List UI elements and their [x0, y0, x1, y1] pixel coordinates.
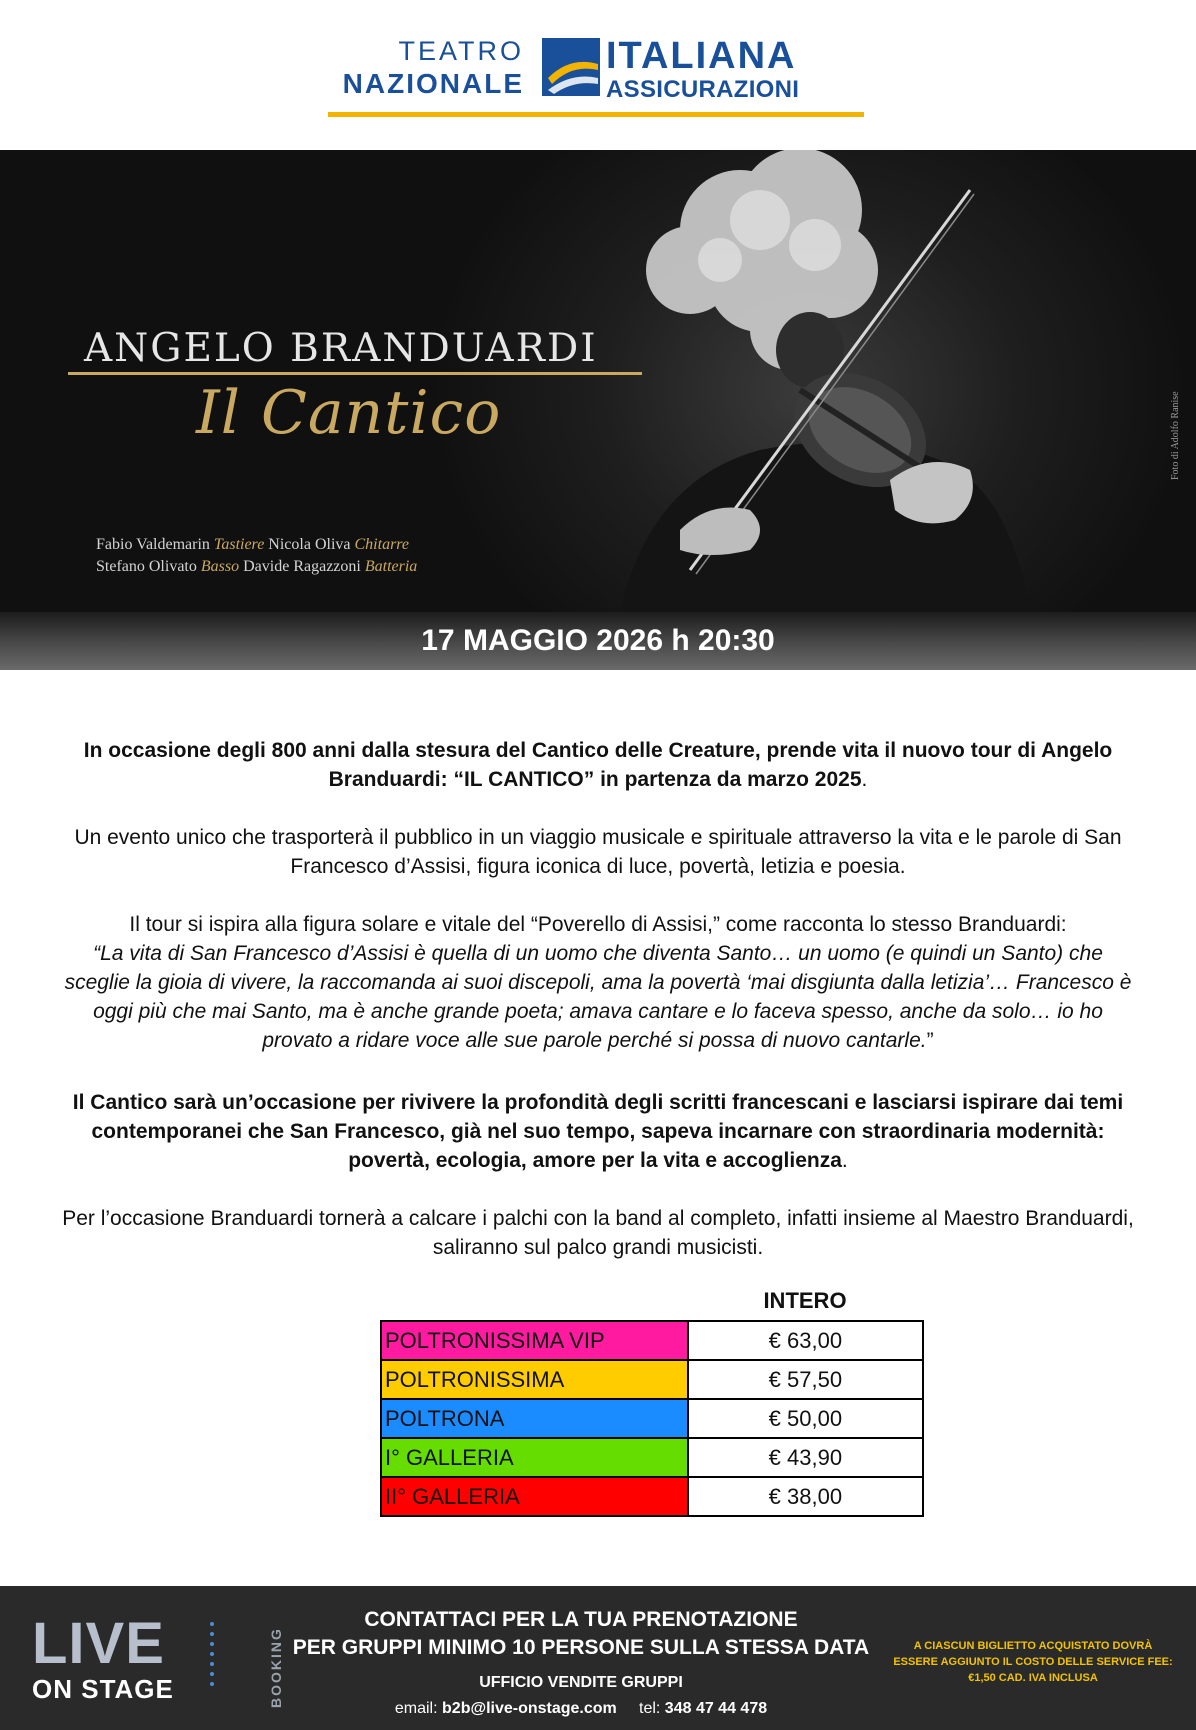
contact-heading: CONTATTACI PER LA TUA PRENOTAZIONE: [364, 1608, 798, 1631]
teatro-nazionale-logo: [328, 36, 864, 120]
seat-price: € 43,90: [688, 1438, 923, 1477]
tour-inspiration-paragraph: Il tour si ispira alla figura solare e vitale del “Poverello di Assisi,” come racconta lo stesso Branduardi: “La vita di San Francesco d’Assisi è quella di un uomo che diventa Santo… un uomo (e quindi un Santo) che sceglie la gioia di vivere, la raccomanda ai suoi discepoli, ama la povertà ‘mai disgiunta dalla letizia’… Francesco è oggi più che mai Santo, ma è anche grande poeta; amava cantare e lo faceva spesso, anche da solo… io ho provato a ridare voce alle sue parole perché si possa di nuovo cantarle.”: [64, 913, 1132, 1052]
logo-booking: BOOKING: [268, 1627, 284, 1708]
service-fee-note: A CIASCUN BIGLIETTO ACQUISTATO DOVRÀ ESSERE AGGIUNTO IL COSTO DELLE SERVICE FEE: €1,50 CAD. IVA INCLUSA: [893, 1640, 1173, 1684]
show-title: Il Cantico: [196, 378, 502, 448]
hero-banner: [0, 150, 1196, 612]
seat-price: € 63,00: [688, 1321, 923, 1360]
event-description: Un evento unico che trasporterà il pubblico in un viaggio musicale e spirituale attraverso la vita e le parole di San Francesco d’Assisi, figura iconica di luce, povertà, letizia e poesia.: [74, 826, 1122, 878]
cantico-paragraph: Il Cantico sarà un’occasione per rivivere la profondità degli scritti francescani e lasciarsi ispirare dai temi contemporanei che San Francesco, già nel suo tempo, sapeva incarnare con straordinaria modernità: povertà, ecologia, amore per la vita e accoglienza.: [72, 1091, 1124, 1172]
band-member-role: Basso: [200, 558, 240, 575]
contact-details: email: b2b@live-onstage.com tel: 348 47 44 478: [394, 1700, 768, 1717]
band-paragraph: Per l’occasione Branduardi tornerà a calcare i palchi con la band al completo, infatti insieme al Maestro Branduardi, saliranno sul palco grandi musicisti.: [62, 1207, 1134, 1259]
logo-underline: [328, 112, 864, 117]
band-member-role: Batteria: [364, 558, 418, 575]
band-line-1: [96, 536, 409, 554]
band-member-name: Nicola Oliva: [268, 536, 351, 553]
band-line-2: [96, 558, 417, 576]
contact-block: [286, 1606, 876, 1718]
price-row: [381, 1477, 923, 1516]
price-table: [380, 1320, 924, 1517]
band-member-role: Chitarre: [354, 536, 410, 553]
footer: [0, 1586, 1196, 1730]
price-row: [381, 1360, 923, 1399]
contact-email[interactable]: b2b@live-onstage.com: [442, 1700, 617, 1717]
band-member-name: Fabio Valdemarin: [96, 536, 210, 553]
seat-category: POLTRONISSIMA: [381, 1360, 688, 1399]
artist-underline: [68, 372, 642, 375]
seat-category: POLTRONISSIMA VIP: [381, 1321, 688, 1360]
sales-office: UFFICIO VENDITE GRUPPI: [479, 1674, 683, 1691]
live-on-stage-logo: [32, 1611, 284, 1708]
price-row: [381, 1438, 923, 1477]
artist-name: ANGELO BRANDUARDI: [84, 326, 598, 371]
photo-credit: Foto di Adolfo Ranise: [1170, 391, 1181, 480]
contact-subheading: PER GRUPPI MINIMO 10 PERSONE SULLA STESSA DATA: [292, 1636, 870, 1659]
logo-dots: [210, 1622, 216, 1692]
band-member-role: Tastiere: [213, 536, 265, 553]
price-row: [381, 1321, 923, 1360]
seat-price: € 57,50: [688, 1360, 923, 1399]
seat-price: € 50,00: [688, 1399, 923, 1438]
event-date-bar: [0, 612, 1196, 670]
logo-on-stage: ON STAGE: [32, 1674, 174, 1704]
seat-price: € 38,00: [688, 1477, 923, 1516]
branduardi-quote: “La vita di San Francesco d’Assisi è quella di un uomo che diventa Santo… un uomo (e quindi un Santo) che sceglie la gioia di vivere, la raccomanda ai suoi discepoli, ama la povertà ‘mai disgiunta dalla letizia’… Francesco è oggi più che mai Santo, ma è anche grande poeta; amava cantare e lo faceva spesso, anche da solo… io ho provato a ridare voce alle sue parole perché si possa di nuovo cantarle.: [64, 942, 1132, 1052]
intro-paragraph: In occasione degli 800 anni dalla stesura del Cantico delle Creature, prende vita il nuovo tour di Angelo Branduardi: “IL CANTICO” in partenza da marzo 2025.: [83, 739, 1113, 791]
seat-category: II° GALLERIA: [381, 1477, 688, 1516]
seat-category: POLTRONA: [381, 1399, 688, 1438]
price-row: [381, 1399, 923, 1438]
italiana-emblem-icon: [542, 38, 600, 96]
contact-phone[interactable]: 348 47 44 478: [664, 1700, 768, 1717]
italiana-assicurazioni-wordmark: ITALIANA ASSICURAZIONI: [606, 35, 800, 103]
event-date: 17 MAGGIO 2026 h 20:30: [421, 624, 775, 657]
band-member-name: Stefano Olivato: [96, 558, 197, 575]
price-column-header: INTERO: [763, 1288, 847, 1313]
violinist-photo: [560, 150, 1120, 612]
band-member-name: Davide Ragazzoni: [243, 558, 361, 575]
seat-category: I° GALLERIA: [381, 1438, 688, 1477]
teatro-wordmark: TEATRO NAZIONALE: [342, 36, 524, 99]
logo-live: LIVE: [32, 1611, 165, 1676]
